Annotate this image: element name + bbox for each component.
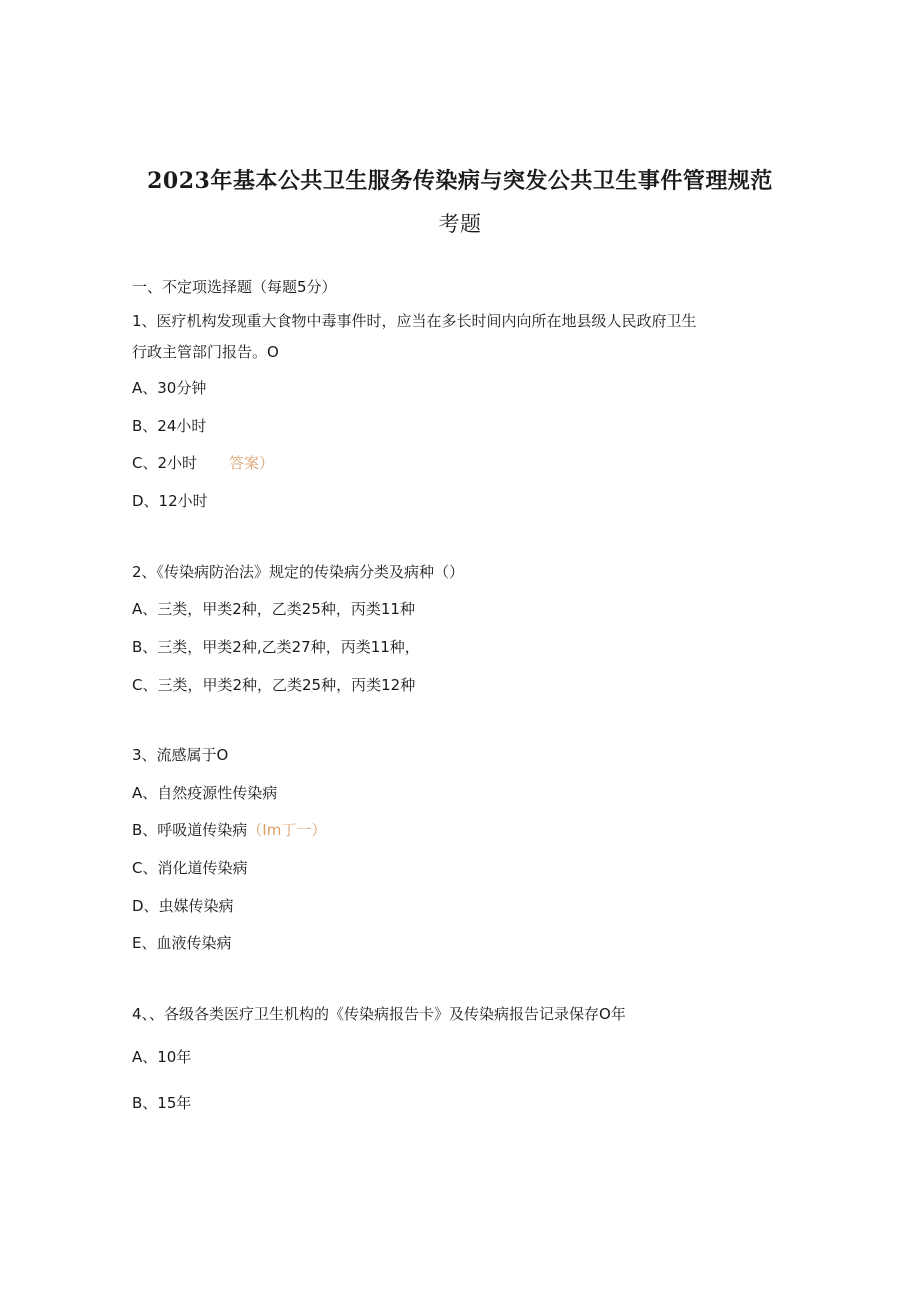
question-3-option-e: E、血液传染病 [132, 934, 232, 952]
question-3-option-b [132, 820, 326, 840]
question-1-option-c-text: C、2小时 [132, 454, 198, 472]
page-title-line-1: 2023年基本公共卫生服务传染病与突发公共卫生事件管理规范 [147, 168, 773, 194]
question-1-option-a: A、30分钟 [132, 379, 207, 397]
question-4-option-b: B、15年 [132, 1094, 192, 1112]
question-1-stem-line-1: 1、医疗机构发现重大食物中毒事件时，应当在多长时间内向所在地县级人民政府卫生 [132, 312, 697, 330]
question-2-option-b: B、三类，甲类2种,乙类27种，丙类11种， [132, 638, 420, 656]
page-title-line-2: 考题 [438, 212, 482, 236]
question-1-answer-mark: 答案） [229, 454, 275, 472]
question-2-option-c: C、三类，甲类2种，乙类25种，丙类12种 [132, 676, 416, 694]
question-3-stem: 3、流感属于O [132, 746, 229, 764]
question-2-stem: 2、《传染病防治法》规定的传染病分类及病种（） [132, 563, 465, 581]
question-3-option-a: A、自然疫源性传染病 [132, 784, 278, 802]
question-3-option-b-text: B、呼吸道传染病 [132, 821, 248, 839]
question-1-stem-line-2: 行政主管部门报告。O [132, 343, 279, 361]
question-3-option-c: C、消化道传染病 [132, 859, 248, 877]
question-1-option-d: D、12小时 [132, 492, 208, 510]
question-2-option-a: A、三类，甲类2种，乙类25种，丙类11种 [132, 600, 415, 618]
question-4-option-a: A、10年 [132, 1048, 192, 1066]
question-3-option-d: D、虫媒传染病 [132, 897, 234, 915]
section-heading: 一、不定项选择题（每题5分） [132, 278, 337, 296]
question-4-stem: 4、、各级各类医疗卫生机构的《传染病报告卡》及传染病报告记录保存O年 [132, 1005, 626, 1023]
question-3-answer-mark: （Im丁一） [247, 821, 327, 839]
question-1-option-c [132, 453, 274, 473]
question-1-option-b: B、24小时 [132, 417, 207, 435]
